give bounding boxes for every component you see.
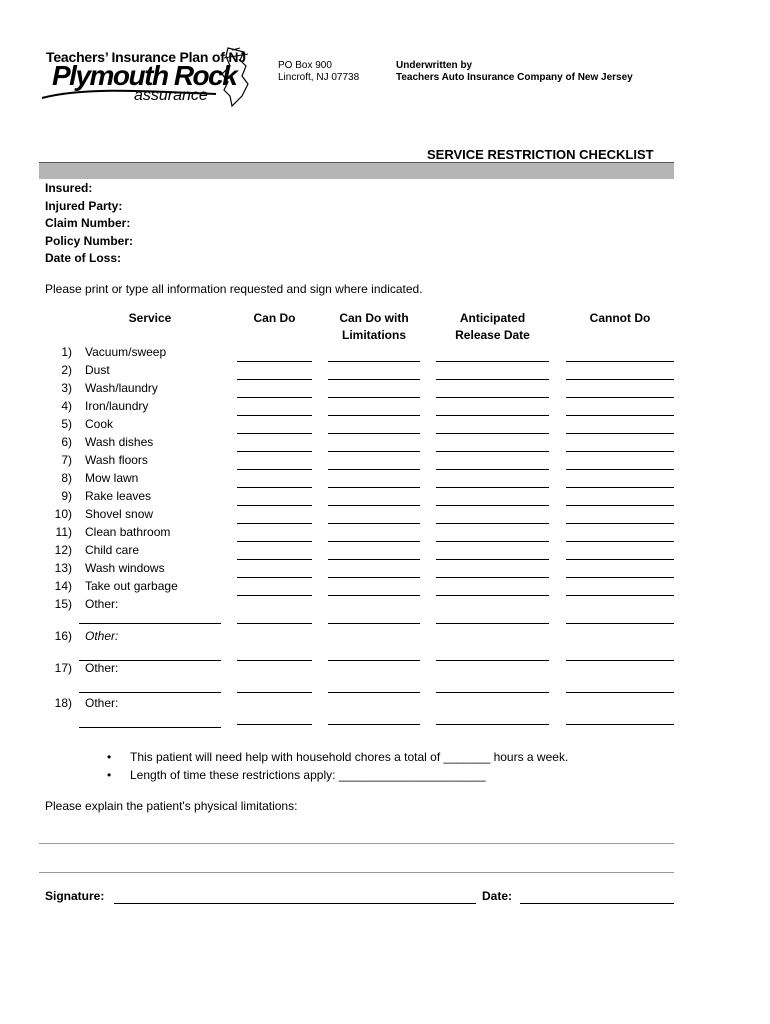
instruction-text: Please print or type all information requested and sign where indicated. [45, 282, 423, 296]
answer-line[interactable] [566, 559, 674, 560]
answer-line[interactable] [436, 379, 549, 380]
answer-line[interactable] [436, 433, 549, 434]
answer-line[interactable] [436, 660, 549, 661]
row-number: 11) [55, 525, 72, 539]
field-policy-number[interactable]: Policy Number: [45, 234, 134, 248]
new-jersey-map-icon [218, 46, 254, 108]
service-label: Vacuum/sweep [85, 345, 167, 359]
field-claim-number[interactable]: Claim Number: [45, 216, 131, 230]
answer-line[interactable] [328, 361, 420, 362]
answer-line[interactable] [328, 577, 420, 578]
answer-line[interactable] [436, 577, 549, 578]
row-number: 6) [61, 435, 72, 449]
answer-line[interactable] [566, 469, 674, 470]
answer-line[interactable] [566, 415, 674, 416]
explain-line[interactable] [39, 843, 674, 844]
answer-line[interactable] [436, 595, 549, 596]
col-service: Service [128, 311, 172, 325]
row-number: 2) [61, 363, 72, 377]
answer-line[interactable] [328, 724, 420, 725]
underwriter-block [396, 60, 633, 84]
explain-label: Please explain the patient's physical limitations: [45, 799, 298, 813]
answer-line[interactable] [566, 361, 674, 362]
answer-line[interactable] [436, 487, 549, 488]
service-label: Dust [85, 363, 110, 377]
service-label: Shovel snow [85, 507, 154, 521]
answer-line[interactable] [328, 559, 420, 560]
signature-line[interactable] [114, 903, 476, 904]
signature-label: Signature: [45, 889, 105, 903]
answer-line[interactable] [436, 451, 549, 452]
answer-line[interactable] [436, 623, 549, 624]
row-number: 8) [61, 471, 72, 485]
bullet-duration[interactable]: Length of time these restrictions apply: ______________________ [130, 768, 486, 782]
answer-line[interactable] [237, 415, 312, 416]
answer-line[interactable] [237, 487, 312, 488]
logo-main: Plymouth Rock [52, 60, 237, 91]
address-block [278, 60, 359, 84]
answer-line[interactable] [566, 595, 674, 596]
row-number: 12) [54, 543, 72, 557]
row-number: 3) [61, 381, 72, 395]
service-label: Other: [85, 597, 119, 611]
answer-line[interactable] [328, 451, 420, 452]
logo-sub: assurance [134, 87, 208, 104]
row-number: 16) [54, 629, 72, 643]
row-number: 15) [54, 597, 72, 611]
bullet-dot: • [107, 768, 112, 782]
answer-line[interactable] [566, 523, 674, 524]
col-can-do-with-limitations [328, 310, 420, 344]
answer-line[interactable] [566, 397, 674, 398]
answer-line[interactable] [566, 541, 674, 542]
field-injured-party[interactable]: Injured Party: [45, 199, 123, 213]
service-label: Rake leaves [85, 489, 152, 503]
row-number: 4) [61, 399, 72, 413]
row-number: 5) [61, 417, 72, 431]
service-label: Wash floors [85, 453, 148, 467]
answer-line[interactable] [237, 623, 312, 624]
service-label: Wash windows [85, 561, 165, 575]
service-label: Iron/laundry [85, 399, 149, 413]
title-bar [39, 162, 674, 179]
answer-line[interactable] [328, 523, 420, 524]
row-number: 17) [54, 661, 72, 675]
answer-line[interactable] [237, 577, 312, 578]
answer-line[interactable] [237, 379, 312, 380]
row-number: 7) [61, 453, 72, 467]
answer-line[interactable] [328, 379, 420, 380]
answer-line[interactable] [237, 505, 312, 506]
row-number: 9) [61, 489, 72, 503]
answer-line[interactable] [436, 361, 549, 362]
other-entry-line[interactable] [79, 692, 221, 693]
answer-line[interactable] [436, 523, 549, 524]
answer-line[interactable] [328, 397, 420, 398]
answer-line[interactable] [566, 451, 674, 452]
answer-line[interactable] [237, 692, 312, 693]
answer-line[interactable] [328, 623, 420, 624]
col-line: Limitations [341, 328, 406, 342]
row-number: 10) [54, 507, 72, 521]
answer-line[interactable] [436, 415, 549, 416]
service-label: Mow lawn [85, 471, 139, 485]
answer-line[interactable] [237, 397, 312, 398]
row-number: 14) [54, 579, 72, 593]
answer-line[interactable] [566, 433, 674, 434]
service-label: Wash/laundry [85, 381, 158, 395]
col-release-date [436, 310, 549, 344]
service-label: Child care [85, 543, 140, 557]
service-label: Other: [85, 629, 119, 643]
service-label: Other: [85, 696, 119, 710]
logo-line1: Teachers’ Insurance Plan of NJ [46, 49, 246, 65]
answer-line[interactable] [436, 397, 549, 398]
service-label: Other: [85, 661, 119, 675]
answer-line[interactable] [328, 505, 420, 506]
answer-line[interactable] [328, 469, 420, 470]
answer-line[interactable] [237, 433, 312, 434]
answer-line[interactable] [566, 660, 674, 661]
service-label: Take out garbage [85, 579, 178, 593]
answer-line[interactable] [566, 505, 674, 506]
answer-line[interactable] [237, 559, 312, 560]
answer-line[interactable] [566, 724, 674, 725]
answer-line[interactable] [566, 487, 674, 488]
answer-line[interactable] [237, 361, 312, 362]
answer-line[interactable] [436, 692, 549, 693]
answer-line[interactable] [328, 660, 420, 661]
answer-line[interactable] [237, 451, 312, 452]
answer-line[interactable] [237, 660, 312, 661]
row-number: 18) [54, 696, 72, 710]
col-line: Anticipated [459, 311, 526, 325]
bullet-hours[interactable]: This patient will need help with household chores a total of _______ hours a week. [130, 750, 569, 764]
answer-line[interactable] [328, 433, 420, 434]
answer-line[interactable] [328, 595, 420, 596]
row-number: 1) [61, 345, 72, 359]
answer-line[interactable] [566, 379, 674, 380]
answer-line[interactable] [566, 692, 674, 693]
underwriter-line: Teachers Auto Insurance Company of New Jersey [396, 72, 633, 83]
answer-line[interactable] [328, 692, 420, 693]
explain-line[interactable] [39, 872, 674, 873]
answer-line[interactable] [237, 541, 312, 542]
underwriter-line: Underwritten by [396, 60, 473, 71]
answer-line[interactable] [436, 541, 549, 542]
address-line: PO Box 900 [278, 60, 332, 71]
answer-line[interactable] [328, 541, 420, 542]
col-can-do: Can Do [253, 311, 296, 325]
other-entry-line[interactable] [79, 623, 221, 624]
service-label: Cook [85, 417, 114, 431]
service-label: Wash dishes [85, 435, 154, 449]
document-title: SERVICE RESTRICTION CHECKLIST [427, 147, 654, 162]
answer-line[interactable] [237, 595, 312, 596]
address-line: Lincroft, NJ 07738 [278, 72, 360, 83]
date-line[interactable] [520, 903, 674, 904]
answer-line[interactable] [237, 724, 312, 725]
answer-line[interactable] [436, 559, 549, 560]
field-date-of-loss[interactable]: Date of Loss: [45, 251, 122, 265]
service-label: Clean bathroom [85, 525, 171, 539]
col-line: Release Date [455, 328, 530, 342]
bullet-dot: • [107, 750, 112, 764]
answer-line[interactable] [237, 523, 312, 524]
date-label: Date: [482, 889, 513, 903]
answer-line[interactable] [328, 415, 420, 416]
answer-line[interactable] [436, 724, 549, 725]
answer-line[interactable] [436, 469, 549, 470]
answer-line[interactable] [436, 505, 549, 506]
answer-line[interactable] [328, 487, 420, 488]
answer-line[interactable] [237, 469, 312, 470]
col-cannot-do: Cannot Do [589, 311, 651, 325]
col-line: Can Do with [339, 311, 409, 325]
other-entry-line[interactable] [79, 727, 221, 728]
answer-line[interactable] [566, 623, 674, 624]
field-insured[interactable]: Insured: [45, 181, 93, 195]
row-number: 13) [54, 561, 72, 575]
answer-line[interactable] [566, 577, 674, 578]
